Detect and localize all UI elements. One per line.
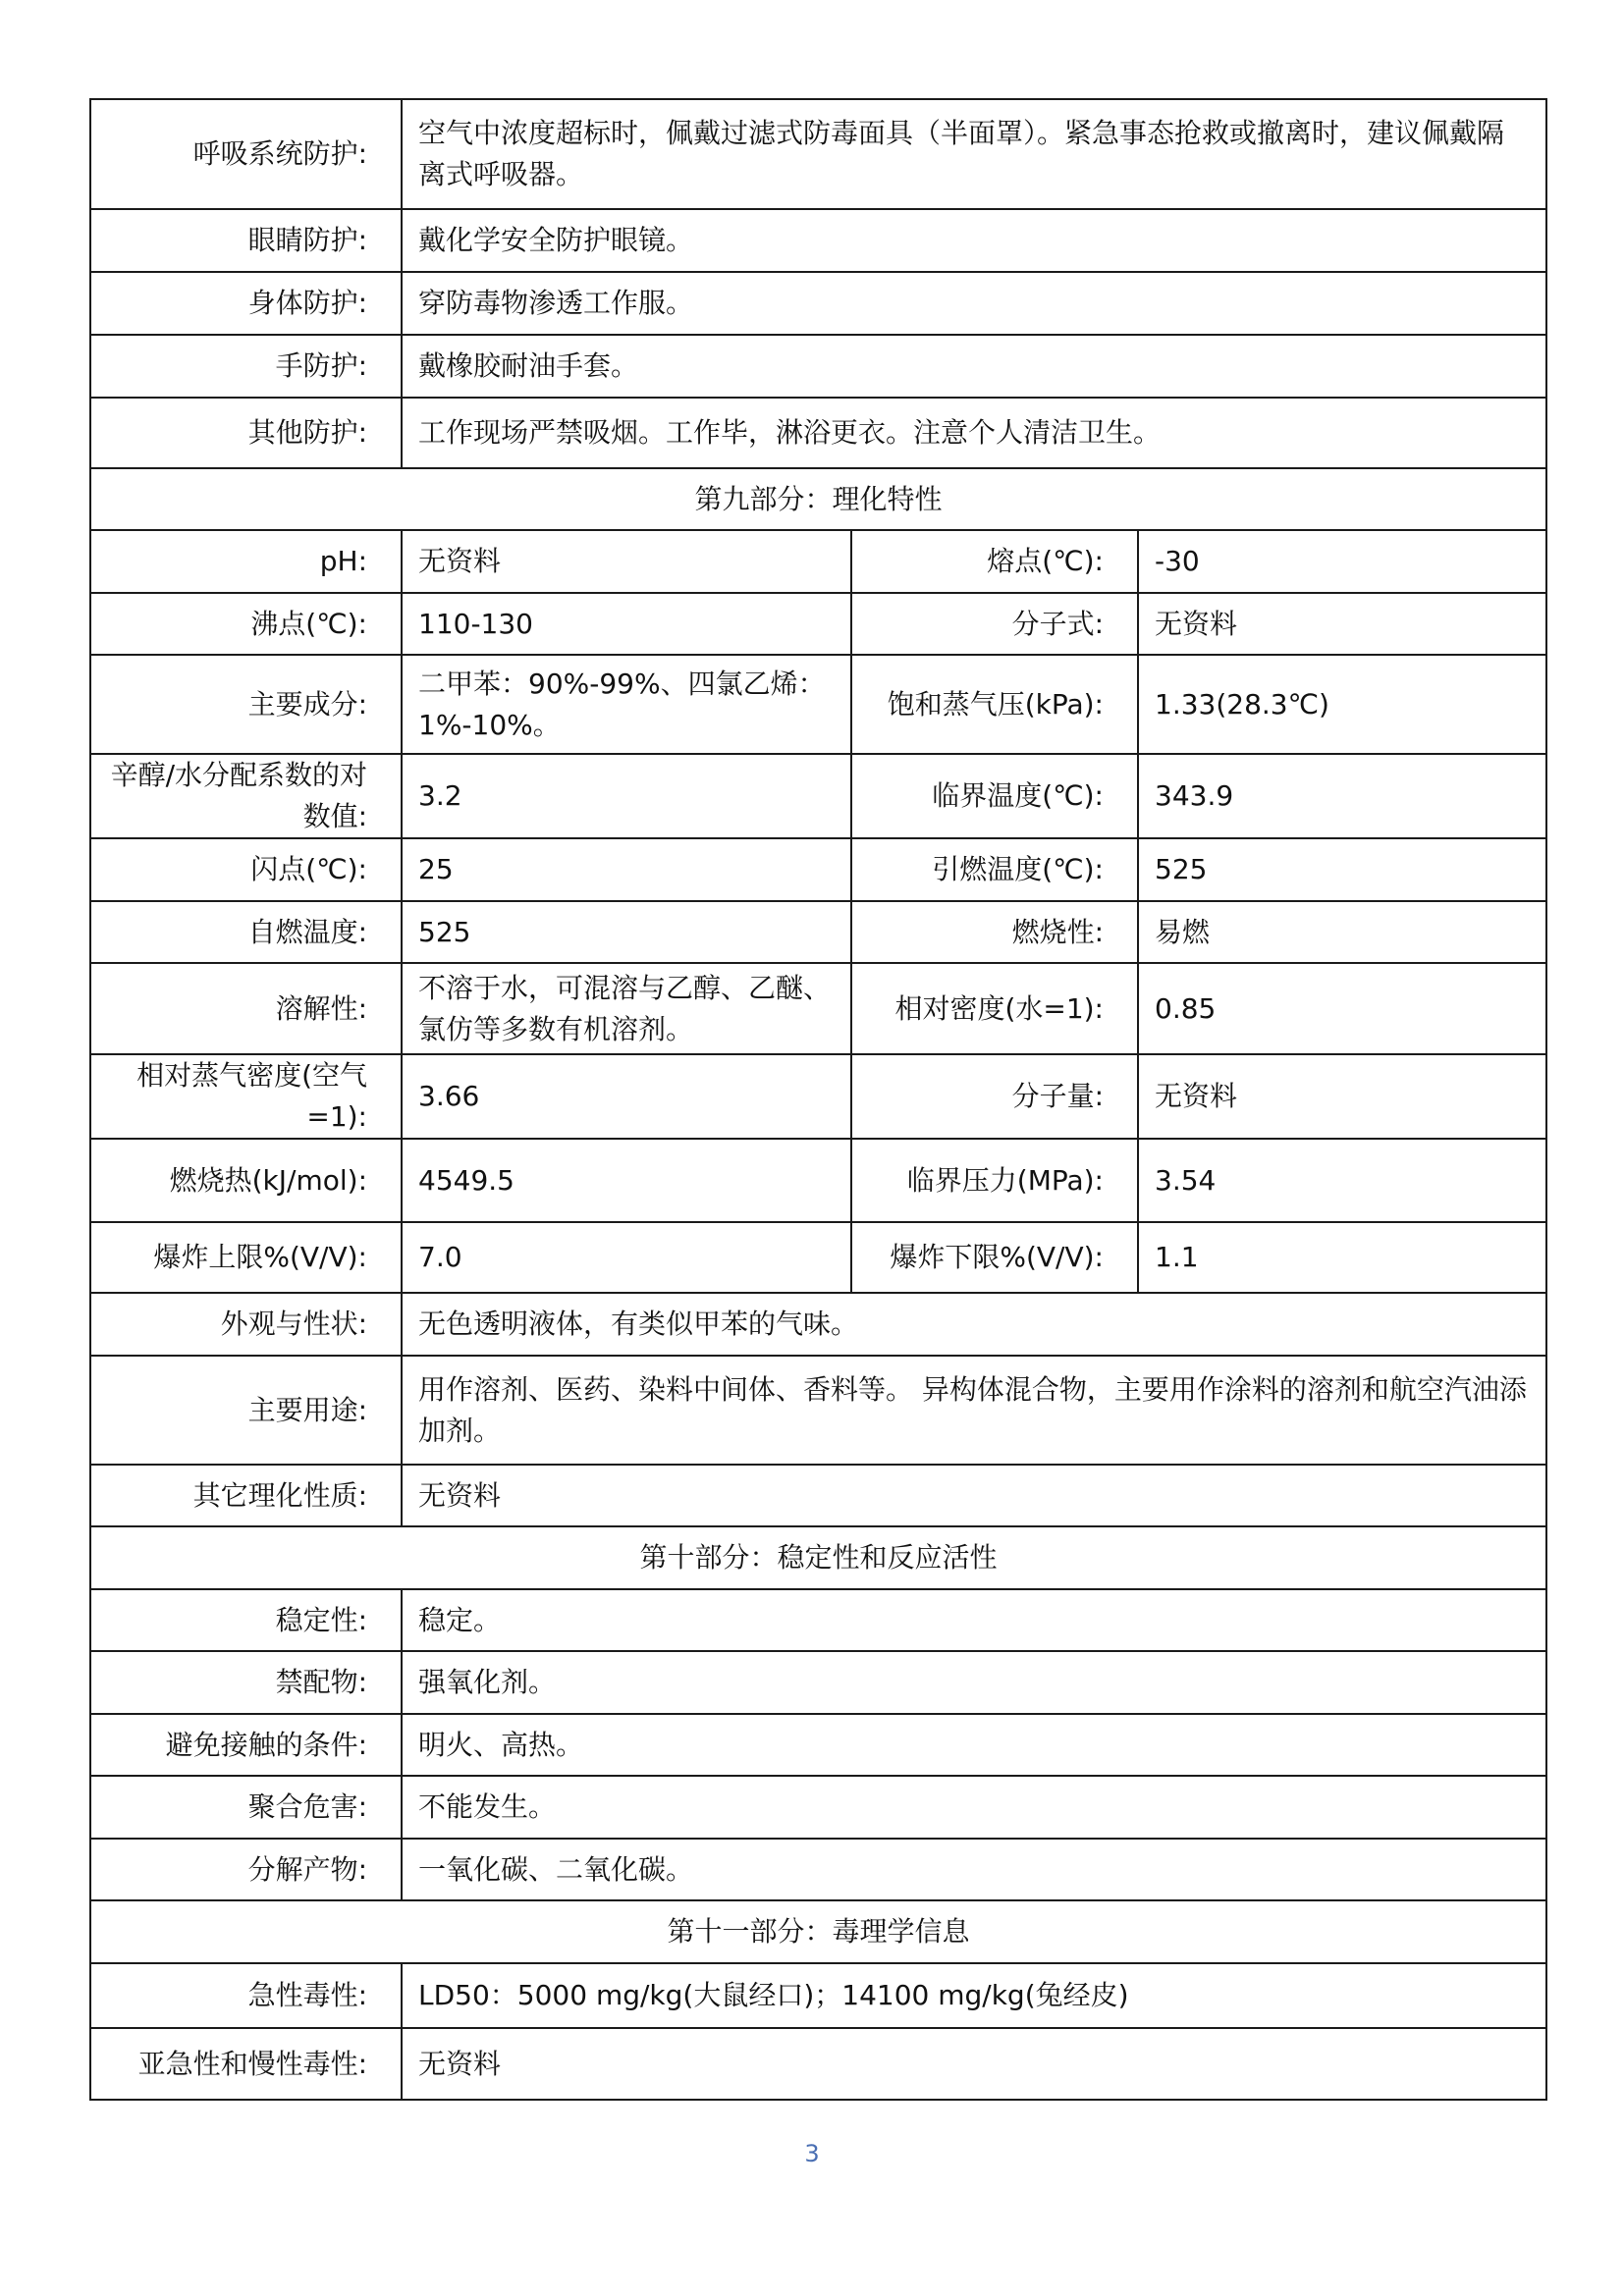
value-stability: 稳定。 [402, 1589, 1546, 1651]
value-polymerization: 不能发生。 [402, 1776, 1546, 1839]
row-stability [90, 1589, 1546, 1651]
value-ph: 无资料 [402, 530, 851, 593]
label-flash-point: 闪点(℃): [90, 838, 402, 901]
pair-row-autoignition [90, 901, 1546, 963]
value-molecular-weight: 无资料 [1138, 1054, 1546, 1139]
row-acute-toxicity [90, 1963, 1546, 2028]
value-composition: 二甲苯：90%-99%、四氯乙烯：1%-10%。 [402, 655, 851, 754]
row-polymerization [90, 1776, 1546, 1839]
pair-row-solubility [90, 963, 1546, 1054]
value-boiling-point: 110-130 [402, 593, 851, 655]
value-vapor-density: 3.66 [402, 1054, 851, 1139]
label-molecular-formula: 分子式: [851, 593, 1138, 655]
value-critical-temperature: 343.9 [1138, 754, 1546, 838]
label-critical-temperature: 临界温度(℃): [851, 754, 1138, 838]
value-relative-density: 0.85 [1138, 963, 1546, 1054]
label-critical-pressure: 临界压力(MPa): [851, 1139, 1138, 1222]
label-melting-point: 熔点(℃): [851, 530, 1138, 593]
value-main-uses: 用作溶剂、医药、染料中间体、香料等。 异构体混合物，主要用作涂料的溶剂和航空汽油添加剂。 [402, 1356, 1546, 1465]
value-decomposition: 一氧化碳、二氧化碳。 [402, 1839, 1546, 1900]
pair-row-composition [90, 655, 1546, 754]
label-solubility: 溶解性: [90, 963, 402, 1054]
value-flash-point: 25 [402, 838, 851, 901]
label-composition: 主要成分: [90, 655, 402, 754]
section-11-header [90, 1900, 1546, 1963]
label-hand: 手防护: [90, 335, 402, 398]
label-ph: pH: [90, 530, 402, 593]
value-appearance: 无色透明液体，有类似甲苯的气味。 [402, 1293, 1546, 1356]
row-respiratory [90, 99, 1546, 209]
label-autoignition: 自燃温度: [90, 901, 402, 963]
label-incompatible: 禁配物: [90, 1651, 402, 1714]
pair-row-boiling-point [90, 593, 1546, 655]
value-hand: 戴橡胶耐油手套。 [402, 335, 1546, 398]
row-chronic-toxicity [90, 2028, 1546, 2100]
value-molecular-formula: 无资料 [1138, 593, 1546, 655]
row-body [90, 272, 1546, 335]
row-other-properties [90, 1465, 1546, 1526]
pair-row-explosion-limits [90, 1222, 1546, 1293]
value-incompatible: 强氧化剂。 [402, 1651, 1546, 1714]
pair-row-flash-point [90, 838, 1546, 901]
label-vapor-density: 相对蒸气密度(空气=1): [90, 1054, 402, 1139]
value-upper-explosion-limit: 7.0 [402, 1222, 851, 1293]
label-main-uses: 主要用途: [90, 1356, 402, 1465]
label-respiratory: 呼吸系统防护: [90, 99, 402, 209]
value-vapor-pressure: 1.33(28.3℃) [1138, 655, 1546, 754]
label-lower-explosion-limit: 爆炸下限%(V/V): [851, 1222, 1138, 1293]
row-hand [90, 335, 1546, 398]
value-other-protection: 工作现场严禁吸烟。工作毕，淋浴更衣。注意个人清洁卫生。 [402, 398, 1546, 468]
pair-row-log-kow [90, 754, 1546, 838]
label-ignition-temperature: 引燃温度(℃): [851, 838, 1138, 901]
label-acute-toxicity: 急性毒性: [90, 1963, 402, 2028]
value-lower-explosion-limit: 1.1 [1138, 1222, 1546, 1293]
label-other-protection: 其他防护: [90, 398, 402, 468]
label-appearance: 外观与性状: [90, 1293, 402, 1356]
value-acute-toxicity: LD50：5000 mg/kg(大鼠经口)；14100 mg/kg(兔经皮) [402, 1963, 1546, 2028]
value-autoignition: 525 [402, 901, 851, 963]
value-melting-point: -30 [1138, 530, 1546, 593]
label-eye: 眼睛防护: [90, 209, 402, 272]
value-respiratory: 空气中浓度超标时，佩戴过滤式防毒面具（半面罩）。紧急事态抢救或撤离时，建议佩戴隔离式呼吸器。 [402, 99, 1546, 209]
row-decomposition [90, 1839, 1546, 1900]
value-solubility: 不溶于水，可混溶与乙醇、乙醚、氯仿等多数有机溶剂。 [402, 963, 851, 1054]
section-11-title: 第十一部分：毒理学信息 [90, 1900, 1546, 1963]
label-decomposition: 分解产物: [90, 1839, 402, 1900]
value-critical-pressure: 3.54 [1138, 1139, 1546, 1222]
row-eye [90, 209, 1546, 272]
row-appearance [90, 1293, 1546, 1356]
row-main-uses [90, 1356, 1546, 1465]
label-other-properties: 其它理化性质: [90, 1465, 402, 1526]
label-boiling-point: 沸点(℃): [90, 593, 402, 655]
value-body: 穿防毒物渗透工作服。 [402, 272, 1546, 335]
page-number: 3 [804, 2140, 820, 2167]
label-body: 身体防护: [90, 272, 402, 335]
value-combustion-heat: 4549.5 [402, 1139, 851, 1222]
label-polymerization: 聚合危害: [90, 1776, 402, 1839]
section-9-header [90, 468, 1546, 530]
sds-table [89, 98, 1547, 2101]
value-other-properties: 无资料 [402, 1465, 1546, 1526]
value-ignition-temperature: 525 [1138, 838, 1546, 901]
section-10-header [90, 1526, 1546, 1589]
section-9-title: 第九部分：理化特性 [90, 468, 1546, 530]
label-chronic-toxicity: 亚急性和慢性毒性: [90, 2028, 402, 2100]
value-chronic-toxicity: 无资料 [402, 2028, 1546, 2100]
label-log-kow: 辛醇/水分配系数的对数值: [90, 754, 402, 838]
pair-row-ph [90, 530, 1546, 593]
row-other-protection [90, 398, 1546, 468]
label-upper-explosion-limit: 爆炸上限%(V/V): [90, 1222, 402, 1293]
value-log-kow: 3.2 [402, 754, 851, 838]
label-stability: 稳定性: [90, 1589, 402, 1651]
value-avoid-conditions: 明火、高热。 [402, 1714, 1546, 1776]
label-flammability: 燃烧性: [851, 901, 1138, 963]
label-combustion-heat: 燃烧热(kJ/mol): [90, 1139, 402, 1222]
pair-row-vapor-density [90, 1054, 1546, 1139]
label-avoid-conditions: 避免接触的条件: [90, 1714, 402, 1776]
value-flammability: 易燃 [1138, 901, 1546, 963]
label-vapor-pressure: 饱和蒸气压(kPa): [851, 655, 1138, 754]
label-relative-density: 相对密度(水=1): [851, 963, 1138, 1054]
row-incompatible [90, 1651, 1546, 1714]
label-molecular-weight: 分子量: [851, 1054, 1138, 1139]
section-10-title: 第十部分：稳定性和反应活性 [90, 1526, 1546, 1589]
row-avoid-conditions [90, 1714, 1546, 1776]
pair-row-combustion-heat [90, 1139, 1546, 1222]
value-eye: 戴化学安全防护眼镜。 [402, 209, 1546, 272]
